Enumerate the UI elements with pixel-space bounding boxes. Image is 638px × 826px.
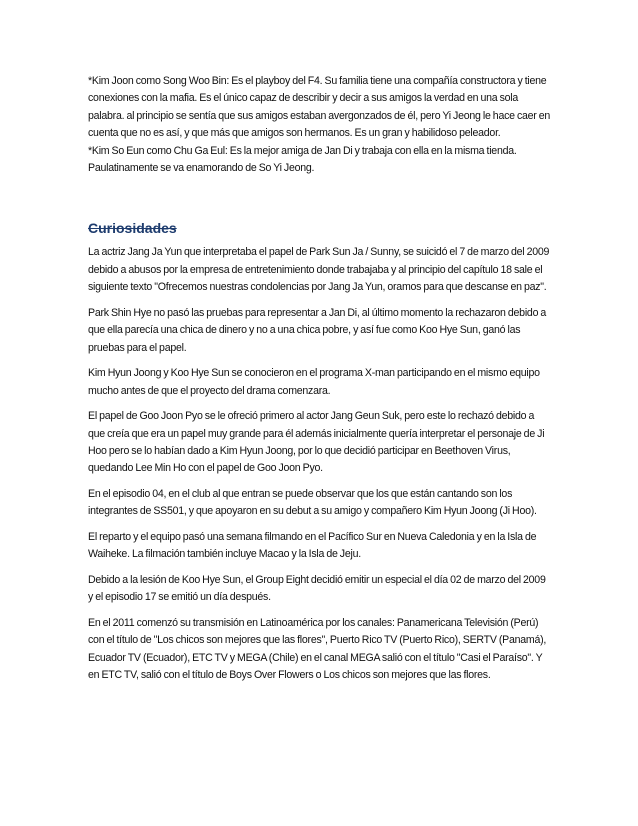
character-kim-joon: *Kim Joon como Song Woo Bin: Es el playboy del F4. Su familia tiene una compañía constructora y tiene conexiones con la mafia. Es el único capaz de describir y decir a sus amigos la verdad en una sola palabra. al principio se sentía que sus amigos estaban avergonzados de él, pero Yi Jeong le hace caer en cuenta que no es así, y que más que amigos son hermanos. Es un gran y habilidoso peleador. [88, 75, 551, 140]
paragraph: En el 2011 comenzó su transmisión en Latinoamérica por los canales: Panamericana Televisión (Perú) con el título de "Los chicos son mejores que las flores", Puerto Rico TV (Puerto Rico), SERTV (Panamá), Ecuador TV (Ecuador), ETC TV y MEGA (Chile) en el canal MEGA salió con el título "Casi el Paraíso". Y en ETC TV, salió con el título de Boys Over Flowers o Los chicos son mejores que las flores. [88, 617, 547, 682]
document-content [88, 73, 552, 693]
paragraph: Debido a la lesión de Koo Hye Sun, el Group Eight decidió emitir un especial el día 02 de marzo del 2009 y el episodio 17 se emitió un día después. [88, 574, 546, 604]
character-descriptions [88, 73, 552, 177]
paragraph: En el episodio 04, en el club al que entran se puede observar que los que están cantando son los integrantes de SS501, y que apoyaron en su debut a su amigo y compañero Kim Hyun Joong (Ji Hoo). [88, 488, 537, 518]
paragraph: El reparto y el equipo pasó una semana filmando en el Pacífico Sur en Nueva Caledonia y en la Isla de Waiheke. La filmación también incluye Macao y la Isla de Jeju. [88, 531, 537, 561]
character-kim-so-eun: *Kim So Eun como Chu Ga Eul: Es la mejor amiga de Jan Di y trabaja con ella en la misma tienda. Paulatinamente se va enamorando de So Yi Jeong. [88, 144, 517, 175]
paragraph: Park Shin Hye no pasó las pruebas para representar a Jan Di, al último momento la rechazaron debido a que ella parecía una chica de dinero y no a una chica pobre, y así fue como Koo Hye Sun, ganó las pruebas para el papel. [88, 306, 547, 354]
curiosidades-body [88, 244, 552, 684]
section-heading-curiosidades: Curiosidades [88, 220, 177, 237]
paragraph: La actriz Jang Ja Yun que interpretaba el papel de Park Sun Ja / Sunny, se suicidó el 7 de marzo del 2009 debido a abusos por la empresa de entretenimiento donde trabajaba y al principio del capítulo 18 sale el siguiente texto "Ofrecemos nuestras condolencias por Jang Ja Yun, oramos para que descanse en paz". [88, 246, 550, 294]
paragraph: Kim Hyun Joong y Koo Hye Sun se conocieron en el programa X-man participando en el mismo equipo mucho antes de que el proyecto del drama comenzara. [88, 367, 540, 397]
paragraph: El papel de Goo Joon Pyo se le ofreció primero al actor Jang Geun Suk, pero este lo rechazó debido a que creía que era un papel muy grande para él además inicialmente quería interpretar el personaje de Ji Hoo pero se lo habían dado a Kim Hyun Joong, por lo que decidió participar en Beethoven Virus, quedando Lee Min Ho con el papel de Goo Joon Pyo. [88, 410, 545, 475]
